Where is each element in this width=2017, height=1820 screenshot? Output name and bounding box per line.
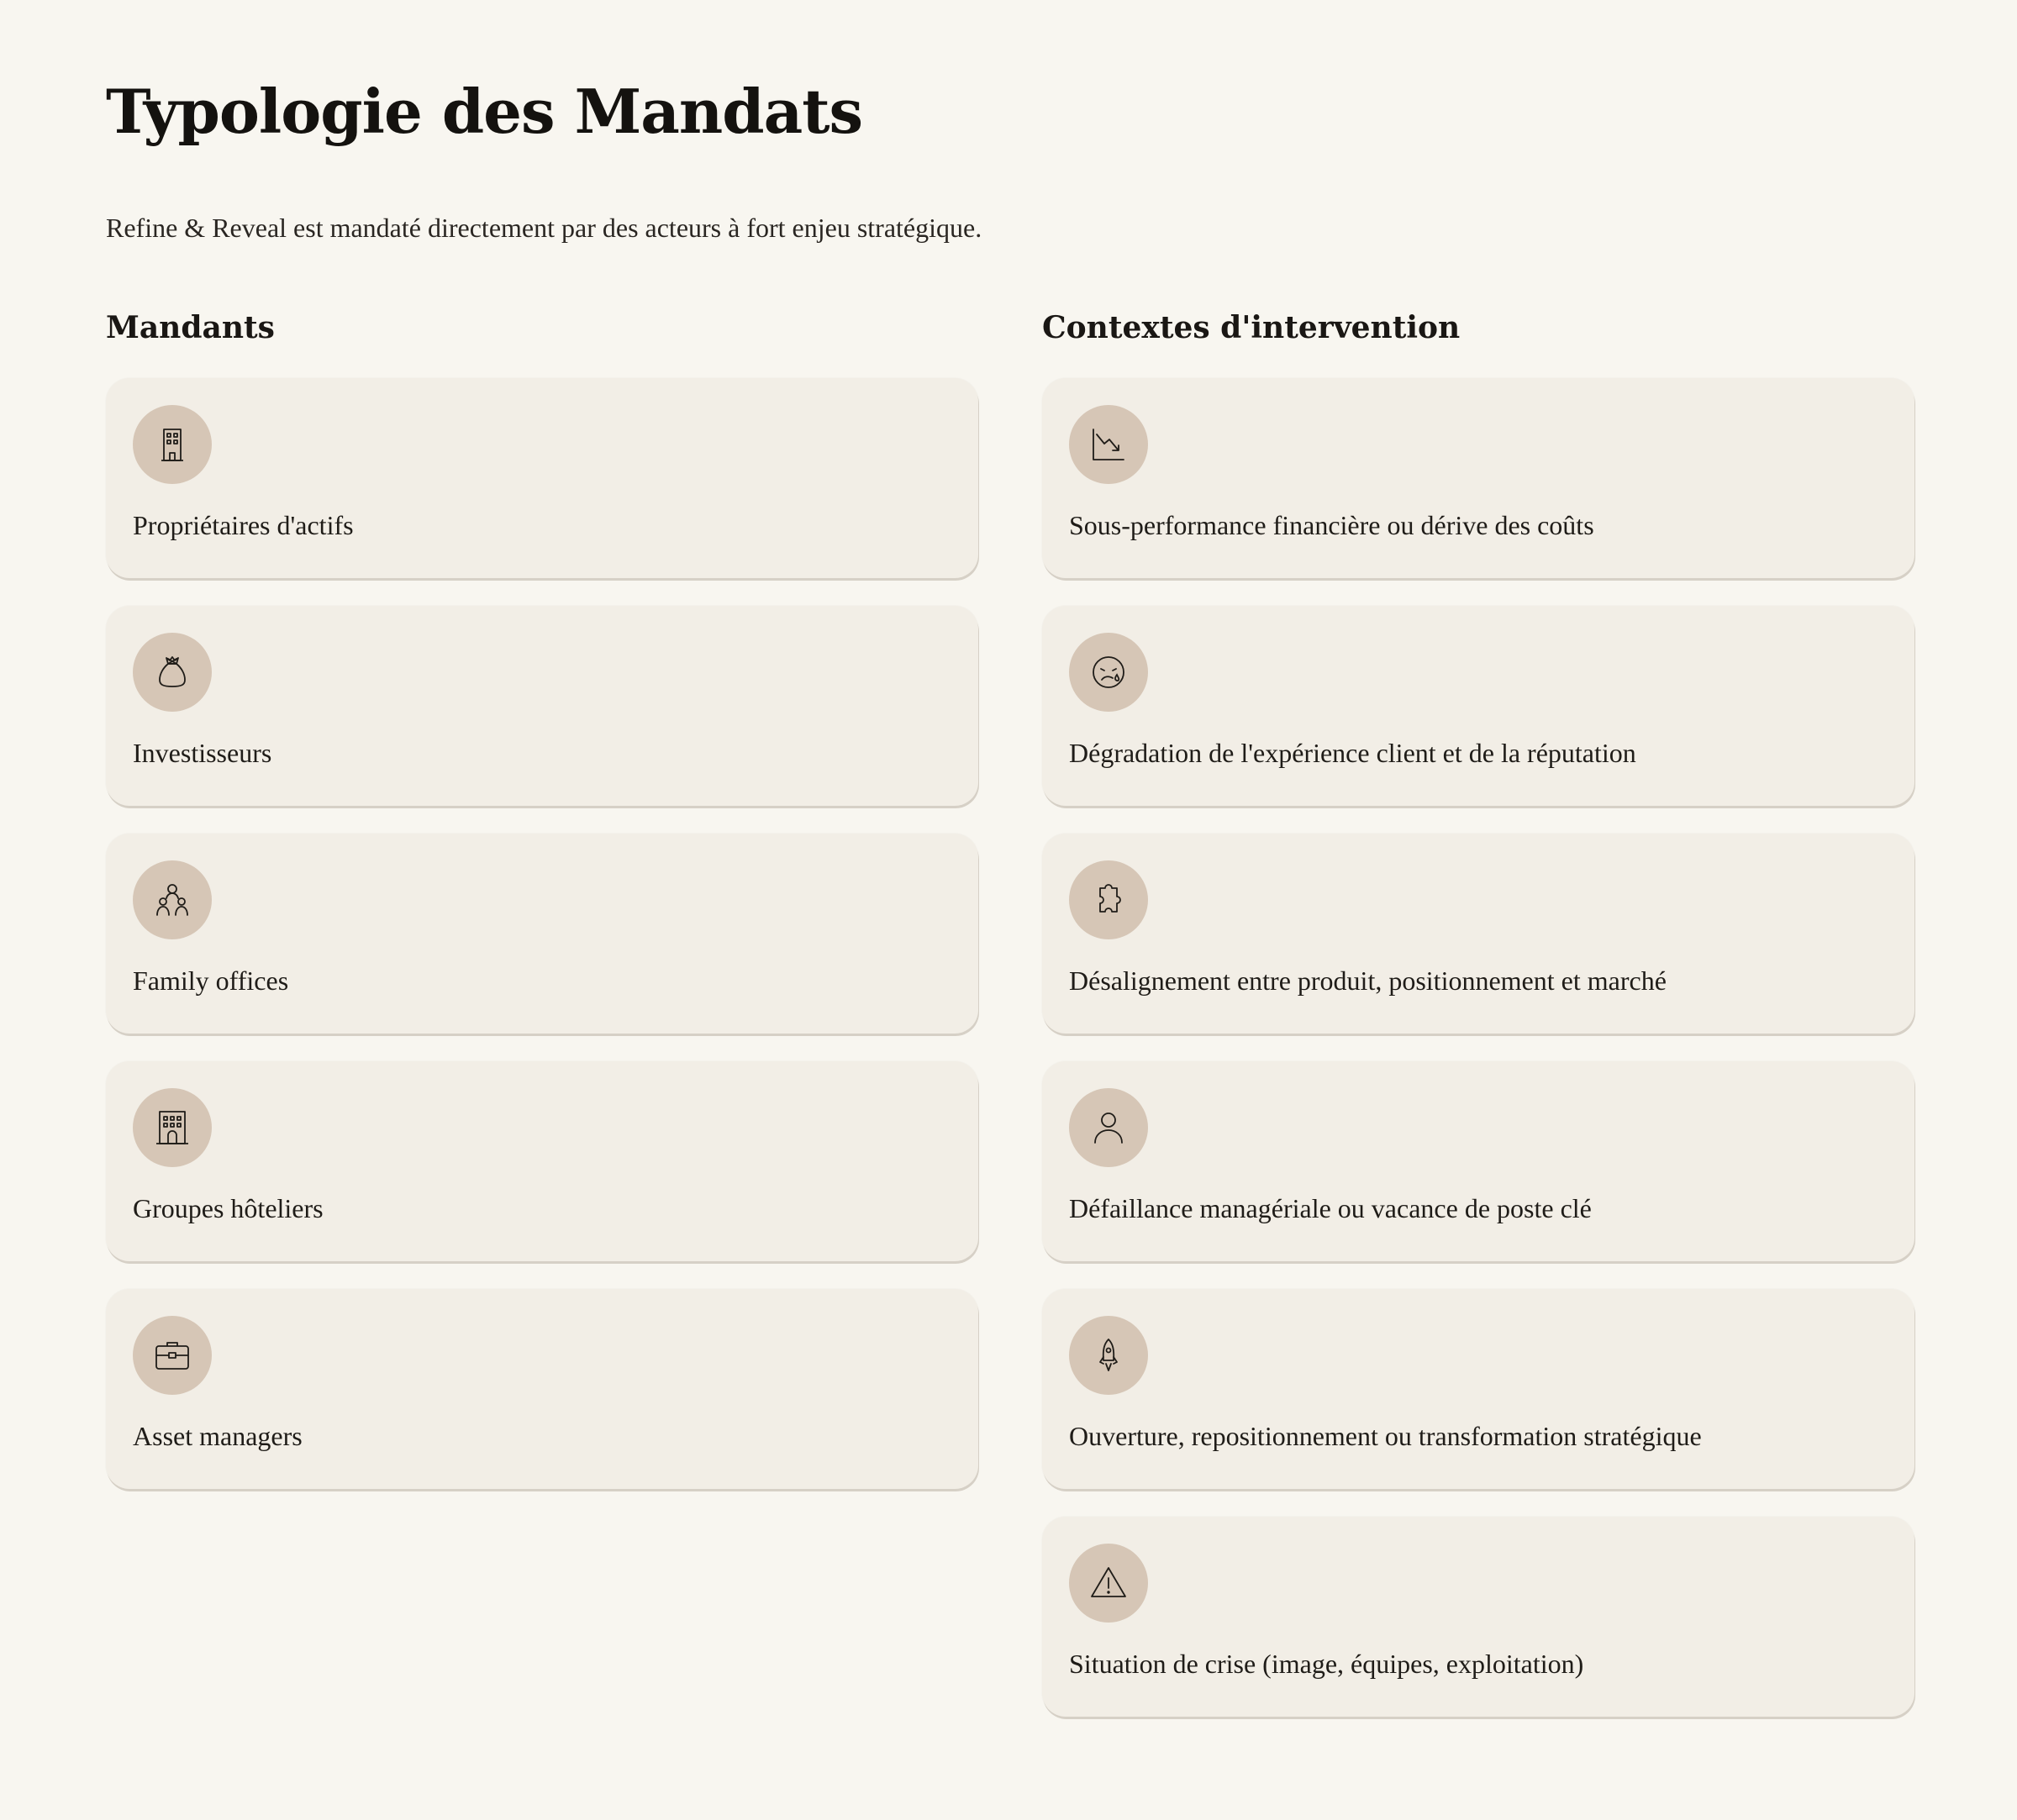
contexte-card — [1042, 1061, 1914, 1261]
briefcase-icon — [133, 1316, 212, 1395]
mandant-card — [106, 834, 978, 1034]
contextes-list — [1042, 378, 1914, 1744]
puzzle-icon — [1069, 860, 1148, 939]
person-icon — [1069, 1088, 1148, 1167]
contexte-label: Désalignement entre produit, positionnement et marché — [1069, 965, 1667, 996]
mandant-label: Propriétaires d'actifs — [133, 510, 354, 540]
contextes-heading: Contextes d'intervention — [1042, 310, 1461, 345]
contexte-card — [1042, 1517, 1914, 1717]
sad-face-icon — [1069, 633, 1148, 712]
mandant-label: Asset managers — [133, 1421, 303, 1451]
chart-down-icon — [1069, 405, 1148, 484]
mandant-card — [106, 1061, 978, 1261]
contexte-label: Situation de crise (image, équipes, exploitation) — [1069, 1649, 1584, 1679]
contexte-card — [1042, 834, 1914, 1034]
hotel-icon — [133, 1088, 212, 1167]
mandant-label: Groupes hôteliers — [133, 1193, 324, 1223]
contexte-card — [1042, 606, 1914, 806]
mandant-card — [106, 378, 978, 578]
mandants-list — [106, 378, 978, 1517]
family-icon — [133, 860, 212, 939]
contexte-label: Ouverture, repositionnement ou transformation stratégique — [1069, 1421, 1702, 1451]
contexte-card — [1042, 378, 1914, 578]
mandant-card — [106, 606, 978, 806]
mandant-label: Investisseurs — [133, 738, 272, 768]
mandant-card — [106, 1289, 978, 1489]
money-bag-icon — [133, 633, 212, 712]
warning-icon — [1069, 1544, 1148, 1623]
contexte-label: Dégradation de l'expérience client et de la réputation — [1069, 738, 1636, 768]
page-intro: Refine & Reveal est mandaté directement par des acteurs à fort enjeu stratégique. — [106, 213, 982, 243]
mandants-column — [106, 302, 978, 1451]
building-icon — [133, 405, 212, 484]
contextes-column — [1042, 302, 1914, 1679]
mandants-heading: Mandants — [106, 310, 275, 345]
mandant-label: Family offices — [133, 965, 289, 996]
rocket-icon — [1069, 1316, 1148, 1395]
contexte-label: Défaillance managériale ou vacance de poste clé — [1069, 1193, 1592, 1223]
contexte-label: Sous-performance financière ou dérive des coûts — [1069, 510, 1594, 540]
page-title: Typologie des Mandats — [106, 76, 863, 147]
contexte-card — [1042, 1289, 1914, 1489]
